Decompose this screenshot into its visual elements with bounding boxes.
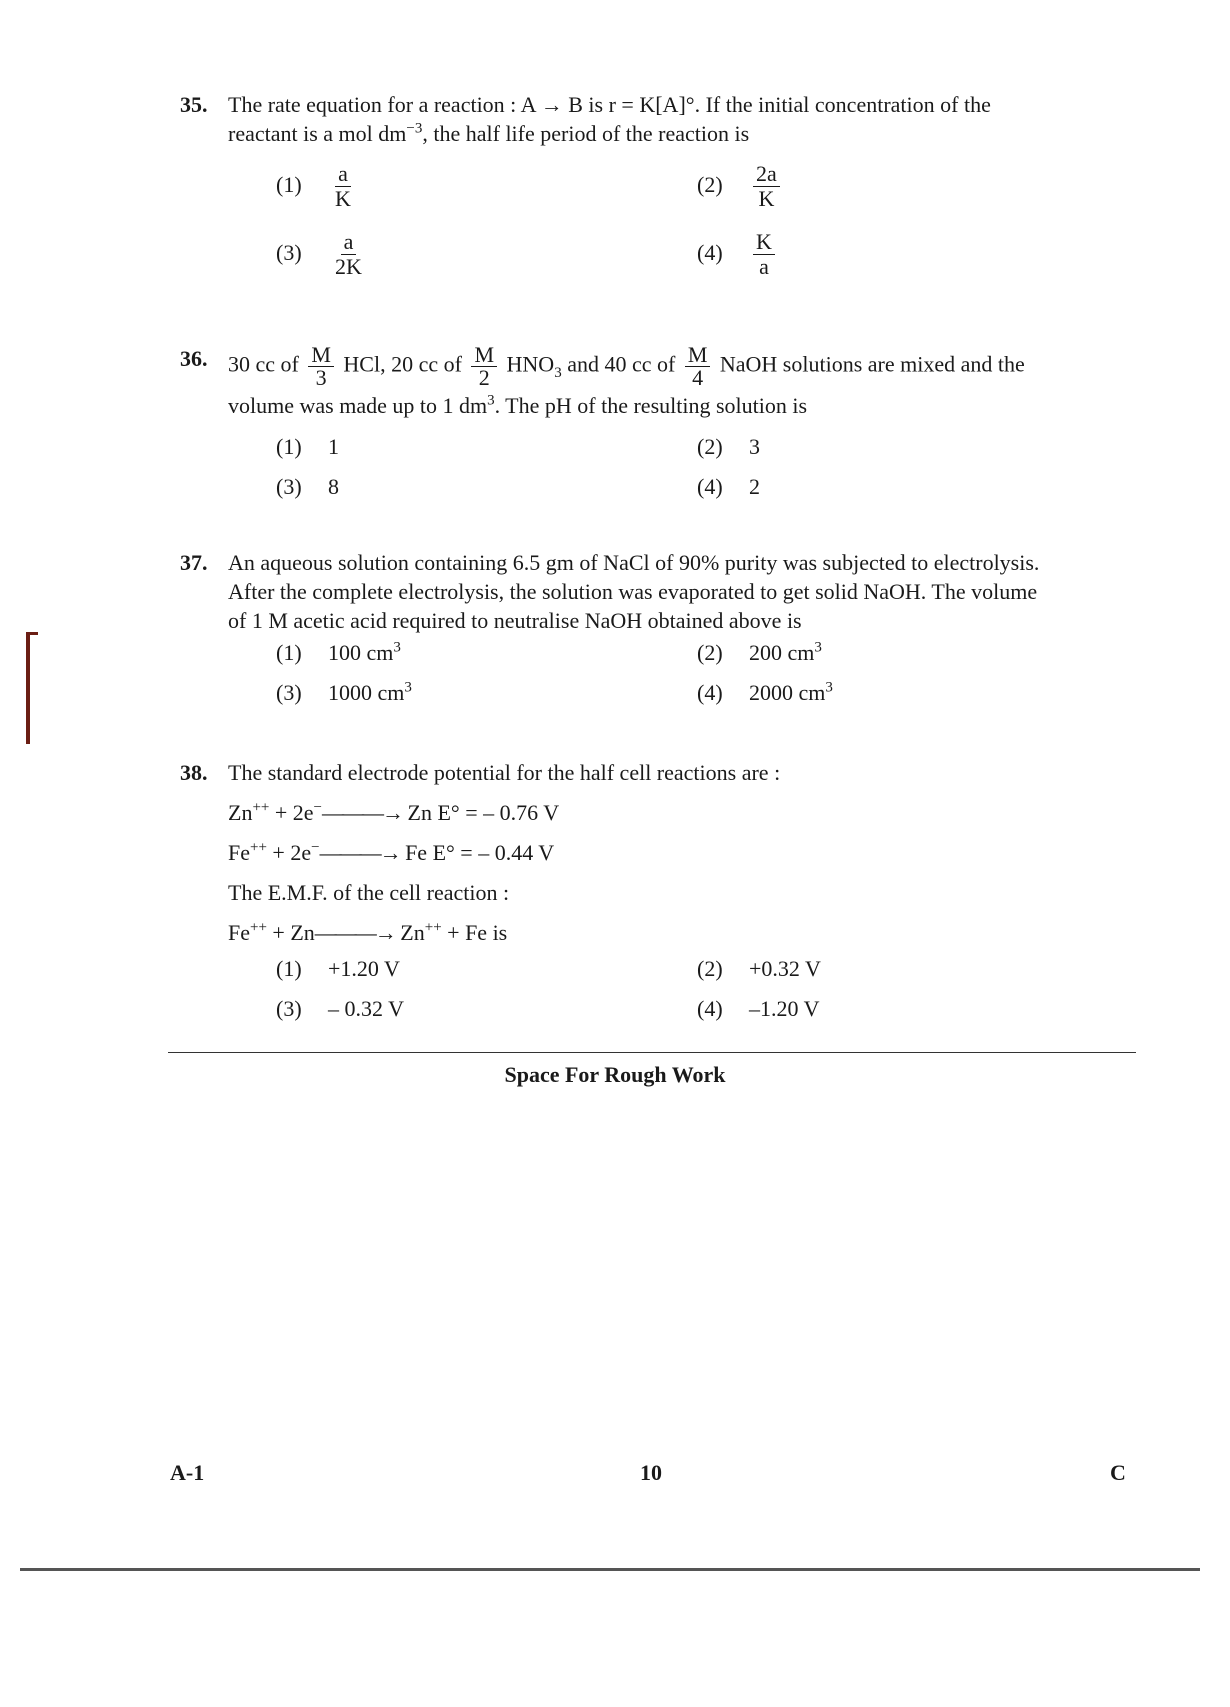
q38-option-2[interactable]: (2) +0.32 V [697,956,821,981]
arrow-icon: ———→ [322,800,403,825]
question-text [228,344,1140,420]
question-36 [180,344,1140,420]
question-line: The rate equation for a reaction : A → B is r = K[A]°. If the initial concentration of the [228,92,991,117]
cell-reaction: Fe++ + Zn———→ Zn++ + Fe is [228,919,508,945]
q36-option-2[interactable]: (2) 3 [697,434,760,459]
q35-option-3[interactable]: (3) $\frac{a}{2K}$ [276,229,362,279]
scan-margin-mark-top [26,632,38,635]
question-number: 38. [180,760,208,785]
q37-option-4[interactable]: (4) 2000 $cm^3$ [697,679,833,705]
reaction-fe: Fe++ + 2e−———→ Fe E° = – 0.44 V [228,839,555,865]
q38-option-4[interactable]: (4) –1.20 V [697,996,820,1021]
question-line: volume was made up to 1 $dm^3$. The pH of the resulting solution is [228,392,808,418]
question-line: The standard electrode potential for the half cell reactions are : [228,760,781,785]
q37-option-2[interactable]: (2) 200 $cm^3$ [697,639,822,665]
q36-option-3[interactable]: (3) 8 [276,474,339,499]
question-35 [180,90,1140,148]
question-line: The E.M.F. of the cell reaction : [228,880,510,905]
q38-option-3[interactable]: (3) – 0.32 V [276,996,404,1021]
q36-option-1[interactable]: (1) 1 [276,434,339,459]
scan-bottom-edge [20,1568,1200,1571]
question-text [228,90,1140,148]
question-line: 30 cc of $\frac{M}{3}$ HCl, 20 cc of $\frac{M}{2}$ $HNO_3$ and 40 cc of $\frac{M}{4}$ NaOH solutions are mixed and the [228,342,1025,390]
question-line: An aqueous solution containing 6.5 gm of NaCl of 90% purity was subjected to electrolysis. [228,550,1040,575]
question-line: reactant is a mol $dm^{-3}$, the half life period of the reaction is [228,120,750,146]
question-number: 37. [180,550,208,575]
arrow-icon: ———→ [319,840,400,865]
page-number: 10 [640,1460,662,1485]
divider-rule [168,1052,1136,1053]
q35-option-2[interactable]: (2) $\frac{2a}{K}$ [697,162,784,211]
rough-work-heading: Space For Rough Work [504,1062,726,1087]
question-line: of 1 M acetic acid required to neutralise NaOH obtained above is [228,608,802,633]
q38-option-1[interactable]: (1) +1.20 V [276,956,400,981]
arrow-icon: ———→ [314,920,395,945]
q36-option-4[interactable]: (4) 2 [697,474,760,499]
question-37 [180,548,1140,635]
scan-margin-mark [26,632,30,744]
q35-option-1[interactable]: (1) $\frac{a}{K}$ [276,161,351,211]
question-38 [180,758,1140,958]
footer-code: A-1 [170,1460,205,1485]
reaction-zn: Zn++ + 2e−———→ Zn E° = – 0.76 V [228,799,560,825]
question-line: After the complete electrolysis, the solution was evaporated to get solid NaOH. The volume [228,579,1038,604]
q35-option-4[interactable]: (4) $\frac{K}{a}$ [697,230,779,279]
question-text [228,548,1140,635]
question-number: 36. [180,346,208,371]
q37-option-3[interactable]: (3) 1000 $cm^3$ [276,679,412,705]
question-number: 35. [180,92,208,117]
q37-option-1[interactable]: (1) 100 $cm^3$ [276,639,401,665]
footer-series: C [1110,1460,1126,1485]
